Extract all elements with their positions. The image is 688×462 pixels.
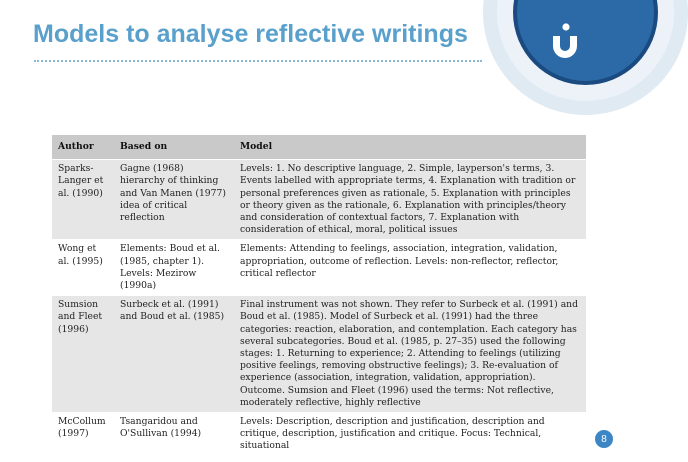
table-row: [52, 296, 586, 413]
title-divider: [34, 60, 482, 62]
logo-badge: [483, 0, 688, 115]
slide-title: Models to analyse reflective writings: [33, 20, 468, 48]
cell-author: Wong et al. (1995): [58, 243, 103, 267]
table-row: [52, 240, 586, 296]
cell-model: Elements: Attending to feelings, association, integration, validation, appropriation, outcome of reflection. Levels: non-reflector, reflector, critical reflector: [240, 243, 559, 279]
cell-model: Final instrument was not shown. They refer to Surbeck et al. (1991) and Boud et al. (1985). Model of Surbeck et al. (1991) had the three categories: reaction, elaboration, and contemplation. Each category has several subcategories. Boud et al. (1985, p. 27–35) used the following stages: 1. Returning to experience; 2. Attending to feelings (utilizing positive feelings, removing obstructive feelings); 3. Re-evaluation of experience (association, integration, validation, appropriation). Outcome. Sumsion and Fleet (1996) used the terms: Not reflective, moderately reflective, highly reflective: [240, 299, 578, 408]
models-table: [52, 135, 586, 456]
cell-based-on: Elements: Boud et al. (1985, chapter 1). Levels: Mezirow (1990a): [120, 243, 220, 292]
cell-model: Levels: 1. No descriptive language, 2. Simple, layperson's terms, 3. Events labelled with appropriate terms, 4. Explanation with tradition or personal preferences given as rationale, 5. Explanation with principles or theory given as the rationale, 6. Explanation with principles/theory and consideration of contextual factors, 7. Explanation with consideration of ethical, moral, political issues: [240, 163, 576, 236]
cell-author: McCollum (1997): [58, 416, 106, 440]
cell-based-on: Gagne (1968) hierarchy of thinking and Van Manen (1977) idea of critical reflection: [120, 163, 226, 224]
models-table-image: [52, 135, 586, 452]
cell-based-on: Surbeck et al. (1991) and Boud et al. (1985): [120, 299, 225, 323]
cell-author: Sumsion and Fleet (1996): [58, 299, 103, 335]
cell-model: Levels: Description, description and justification, description and critique, description, justification and critique. Focus: Technical, situational: [240, 416, 545, 452]
open-university-logo-icon: [547, 22, 583, 58]
header-model: Model: [240, 141, 273, 152]
page-number-badge: 8: [595, 430, 613, 448]
header-author: Author: [58, 141, 94, 152]
cell-author: Sparks-Langer et al. (1990): [58, 163, 104, 199]
table-row: [52, 160, 586, 240]
table-header-row: [52, 135, 586, 160]
table-row: [52, 413, 586, 456]
cell-based-on: Tsangaridou and O'Sullivan (1994): [120, 416, 202, 440]
header-based-on: Based on: [120, 141, 168, 152]
